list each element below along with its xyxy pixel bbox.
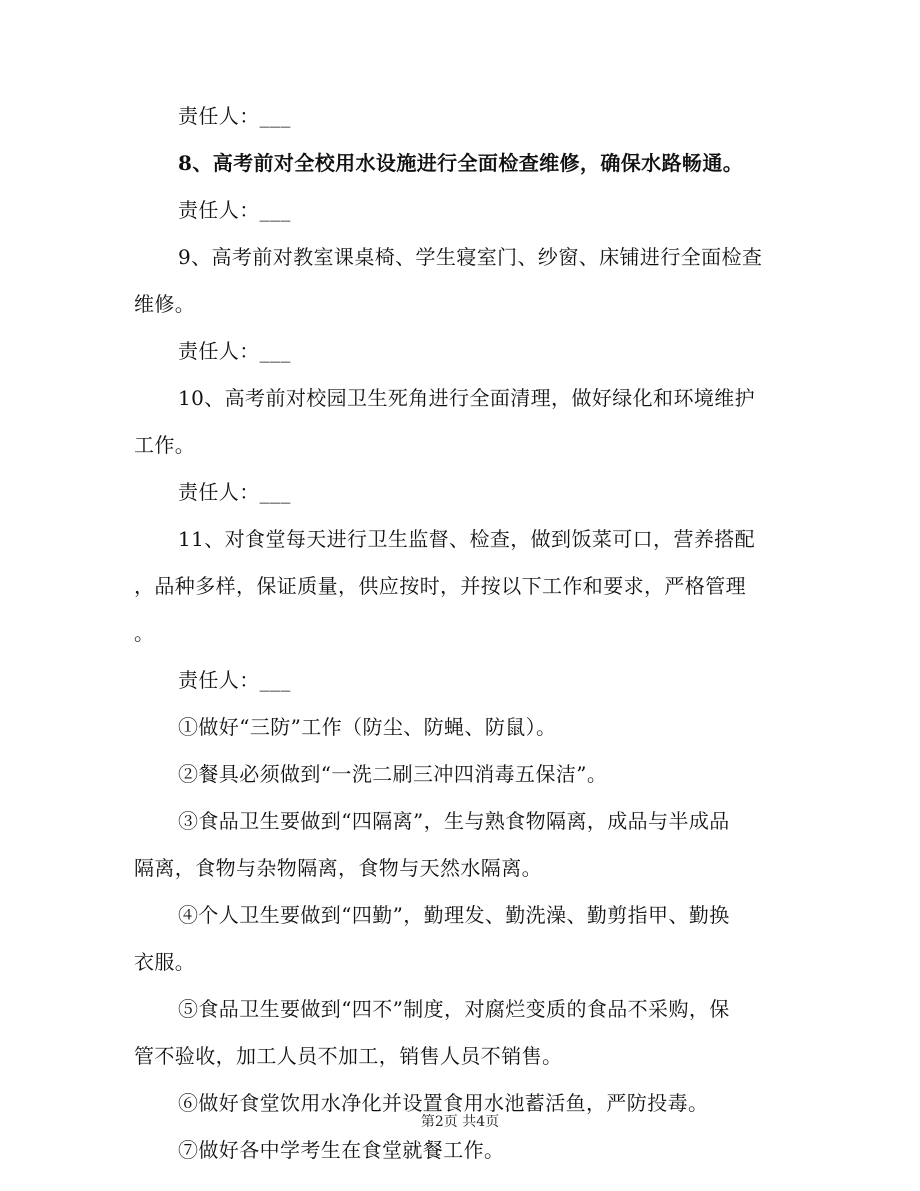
document-line: 。 [134, 621, 155, 645]
document-line: 9、高考前对教室课桌椅、学生寝室门、纱窗、床铺进行全面检查 [178, 245, 763, 269]
document-body [134, 104, 774, 1163]
document-line: 责任人：___ [178, 339, 291, 363]
document-line: 8、高考前对全校用水设施进行全面检查维修，确保水路畅通。 [178, 151, 744, 175]
document-line: ③食品卫生要做到“四隔离”，生与熟食物隔离，成品与半成品 [178, 809, 730, 833]
page-footer: 第2页 共4页 [420, 1114, 500, 1130]
document-line: 责任人：___ [178, 198, 291, 222]
document-line: ，品种多样，保证质量，供应按时，并按以下工作和要求，严格管理 [134, 574, 746, 598]
document-line: ⑥做好食堂饮用水净化并设置食用水池蓄活鱼，严防投毒。 [178, 1091, 709, 1115]
document-line: 责任人：___ [178, 668, 291, 692]
document-line: ⑤食品卫生要做到“四不”制度，对腐烂变质的食品不采购，保 [178, 997, 730, 1021]
document-line: 11、对食堂每天进行卫生监督、检查，做到饭菜可口，营养搭配 [178, 527, 756, 551]
document-line: ②餐具必须做到“一洗二刷三冲四消毒五保洁”。 [178, 762, 608, 786]
document-line: 工作。 [134, 433, 196, 457]
document-line: 衣服。 [134, 950, 196, 974]
document-line: 责任人：___ [178, 104, 291, 128]
document-line: 责任人：___ [178, 480, 291, 504]
document-line: 管不验收，加工人员不加工，销售人员不销售。 [134, 1044, 563, 1068]
document-line: 维修。 [134, 292, 196, 316]
document-line: 隔离，食物与杂物隔离，食物与天然水隔离。 [134, 856, 542, 880]
document-line: 10、高考前对校园卫生死角进行全面清理，做好绿化和环境维护 [178, 386, 756, 410]
document-line: ⑦做好各中学考生在食堂就餐工作。 [178, 1138, 505, 1162]
document-line: ①做好“三防”工作（防尘、防蝇、防鼠）。 [178, 715, 557, 739]
document-line: ④个人卫生要做到“四勤”，勤理发、勤洗澡、勤剪指甲、勤换 [178, 903, 730, 927]
